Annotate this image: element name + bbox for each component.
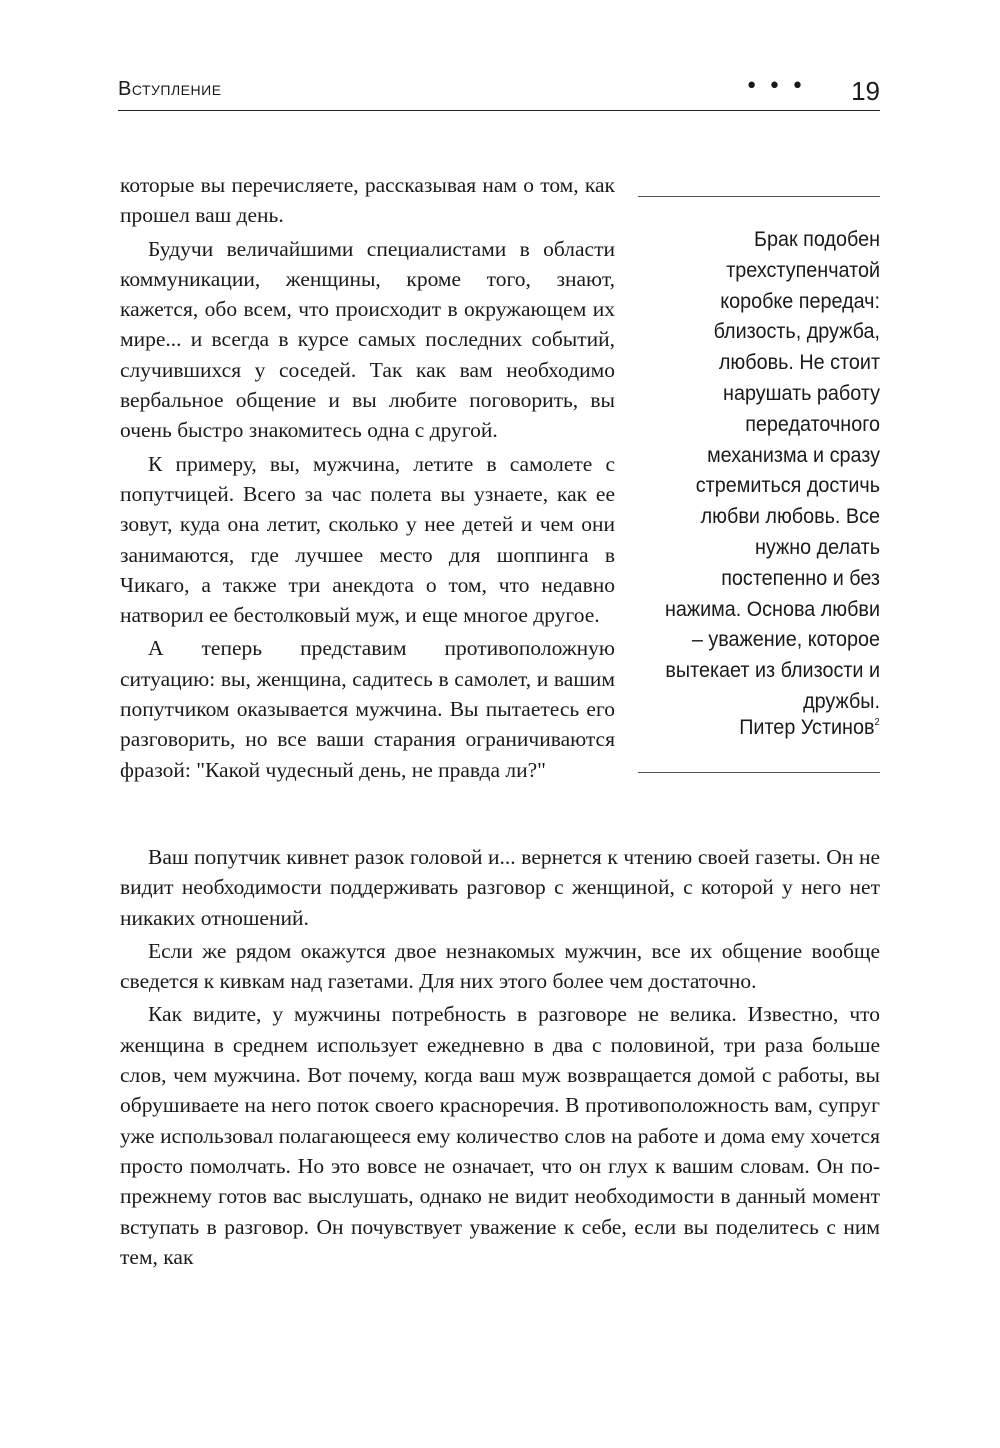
epigraph-quote: Брак подобен трехступенчатой коробке передач: близость, дружба, любовь. Не стоит нарушать работу передаточного механизма и сразу стремиться достичь любви любовь. Все нужно делать постепенно и без нажима. Основа любви – уважение, которое вытекает из близости и дружбы. bbox=[664, 227, 880, 713]
quote-attribution bbox=[740, 715, 880, 740]
paragraph: А теперь представим противоположную ситуацию: вы, женщина, садитесь в самолет, и вашим попутчиком оказывается мужчина. Вы пытаетесь его разговорить, но все ваши старания ограничиваются фразой: "Какой чудесный день, не правда ли?" bbox=[120, 636, 615, 782]
sidebar-top-rule bbox=[638, 196, 880, 197]
sidebar-bottom-rule bbox=[638, 772, 880, 773]
footnote-ref: 2 bbox=[874, 717, 880, 728]
page-header bbox=[118, 70, 880, 110]
quote-author: Питер Устинов bbox=[739, 715, 875, 739]
paragraph: К примеру, вы, мужчина, летите в самолете с попутчицей. Всего за час полета вы узнаете, как ее зовут, куда она летит, сколько у нее детей и чем они занимаются, где лучшее место для шоппинга в Чикаго, а также три анекдота о том, что недавно натворил ее бестолковый муж, и еще многое другое. bbox=[120, 451, 615, 628]
paragraph: Как видите, у мужчины потребность в разговоре не велика. Известно, что женщина в среднем использует ежедневно в два с половиной, три раза больше слов, чем мужчина. Вот почему, когда ваш муж возвращается домой с работы, вы обрушиваете на него поток своего красноречия. В противоположность вам, супруг уже использовал полагающееся ему количество слов на работе и дома ему хочется просто помолчать. Но это вовсе не означает, что он глух к вашим словам. Он по-прежнему готов вас выслушать, однако не видит необходимости в данный момент вступать в разговор. Он почувствует уважение к себе, если вы поделитесь с ним тем, как bbox=[120, 1002, 880, 1269]
full-width-text bbox=[120, 842, 880, 1275]
paragraph: Будучи величайшими специалистами в области коммуникации, женщины, кроме того, знают, кажется, обо всем, что происходит в окружающем их мире... и всегда в курсе самых последних событий, случившихся у соседей. Так как вам необходимо вербальное общение и вы любите поговорить, вы очень быстро знакомитесь одна с другой. bbox=[120, 236, 615, 443]
running-head: Вступление bbox=[118, 78, 222, 100]
sidebar-quote bbox=[638, 196, 880, 774]
paragraph: Ваш попутчик кивнет разок головой и... вернется к чтению своей газеты. Он не видит необходимости поддерживать разговор с женщиной, с которой у него нет никаких отношений. bbox=[120, 845, 880, 930]
main-column bbox=[120, 170, 615, 788]
paragraph: которые вы перечисляете, рассказывая нам о том, как прошел ваш день. bbox=[120, 173, 615, 228]
ornament-dots: ••• bbox=[745, 74, 814, 99]
header-rule bbox=[118, 110, 880, 111]
paragraph: Если же рядом окажутся двое незнакомых мужчин, все их общение вообще сведется к кивкам над газетами. Для них этого более чем достаточно. bbox=[120, 938, 880, 994]
page-number: 19 bbox=[851, 76, 880, 106]
